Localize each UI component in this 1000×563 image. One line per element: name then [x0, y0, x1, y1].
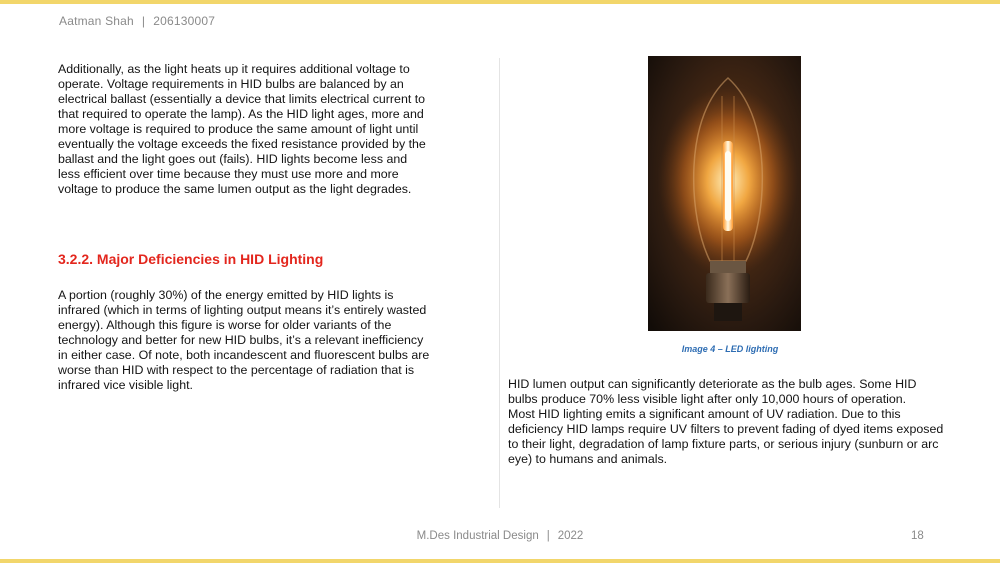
student-id: 206130007 — [153, 14, 216, 28]
column-divider — [499, 58, 500, 508]
footer-separator: | — [546, 530, 550, 542]
page-header — [59, 14, 215, 28]
page-number: 18 — [911, 530, 924, 542]
body-paragraph-uv: Most HID lighting emits a significant amount of UV radiation. Due to this deficiency HID lamps require UV filters to prevent fading of dyed items exposed to their light, degradation of lamp fixture parts, or serious injury (sunburn or arc eye) to humans and animals. — [508, 407, 944, 466]
page-footer — [0, 530, 1000, 542]
body-paragraph-voltage: Additionally, as the light heats up it requires additional voltage to operate. Voltage requirements in HID bulbs are balanced by an electrical ballast (essentially a device that limits electrical current to that required to operate the lamp). As the HID light ages, more and more voltage is required to produce the same amount of light until eventually the voltage exceeds the fixed resistance provided by the ballast and the light goes out (fails). HID lights become less and less efficient over time because they must use more and more voltage to produce the same lumen output as the light degrades. — [58, 62, 426, 196]
left-column — [58, 62, 430, 197]
section-heading: 3.2.2. Major Deficiencies in HID Lighting — [58, 251, 324, 267]
hid-bulb-photo — [648, 56, 801, 331]
image-caption: Image 4 – LED lighting — [681, 344, 779, 354]
left-column-lower — [58, 288, 430, 393]
header-separator: | — [141, 14, 146, 28]
top-accent-bar — [0, 0, 1000, 4]
body-paragraph-lumen: HID lumen output can significantly deteriorate as the bulb ages. Some HID bulbs produce 70% less visible light after only 10,000 hours of operation. — [508, 377, 917, 406]
bottom-accent-bar — [0, 559, 1000, 563]
year: 2022 — [557, 530, 584, 542]
program-name: M.Des Industrial Design — [416, 530, 539, 542]
right-column — [508, 377, 948, 467]
author-name: Aatman Shah — [59, 14, 134, 28]
body-paragraph-infrared: A portion (roughly 30%) of the energy emitted by HID lights is infrared (which in terms of lighting output means it’s entirely wasted energy). Although this figure is worse for older variants of the technology and better for new HID bulbs, it’s a relevant inefficiency in either case. Of note, both incandescent and fluorescent bulbs are worse than HID with respect to the percentage of radiation that is infrared vice visible light. — [58, 288, 430, 392]
